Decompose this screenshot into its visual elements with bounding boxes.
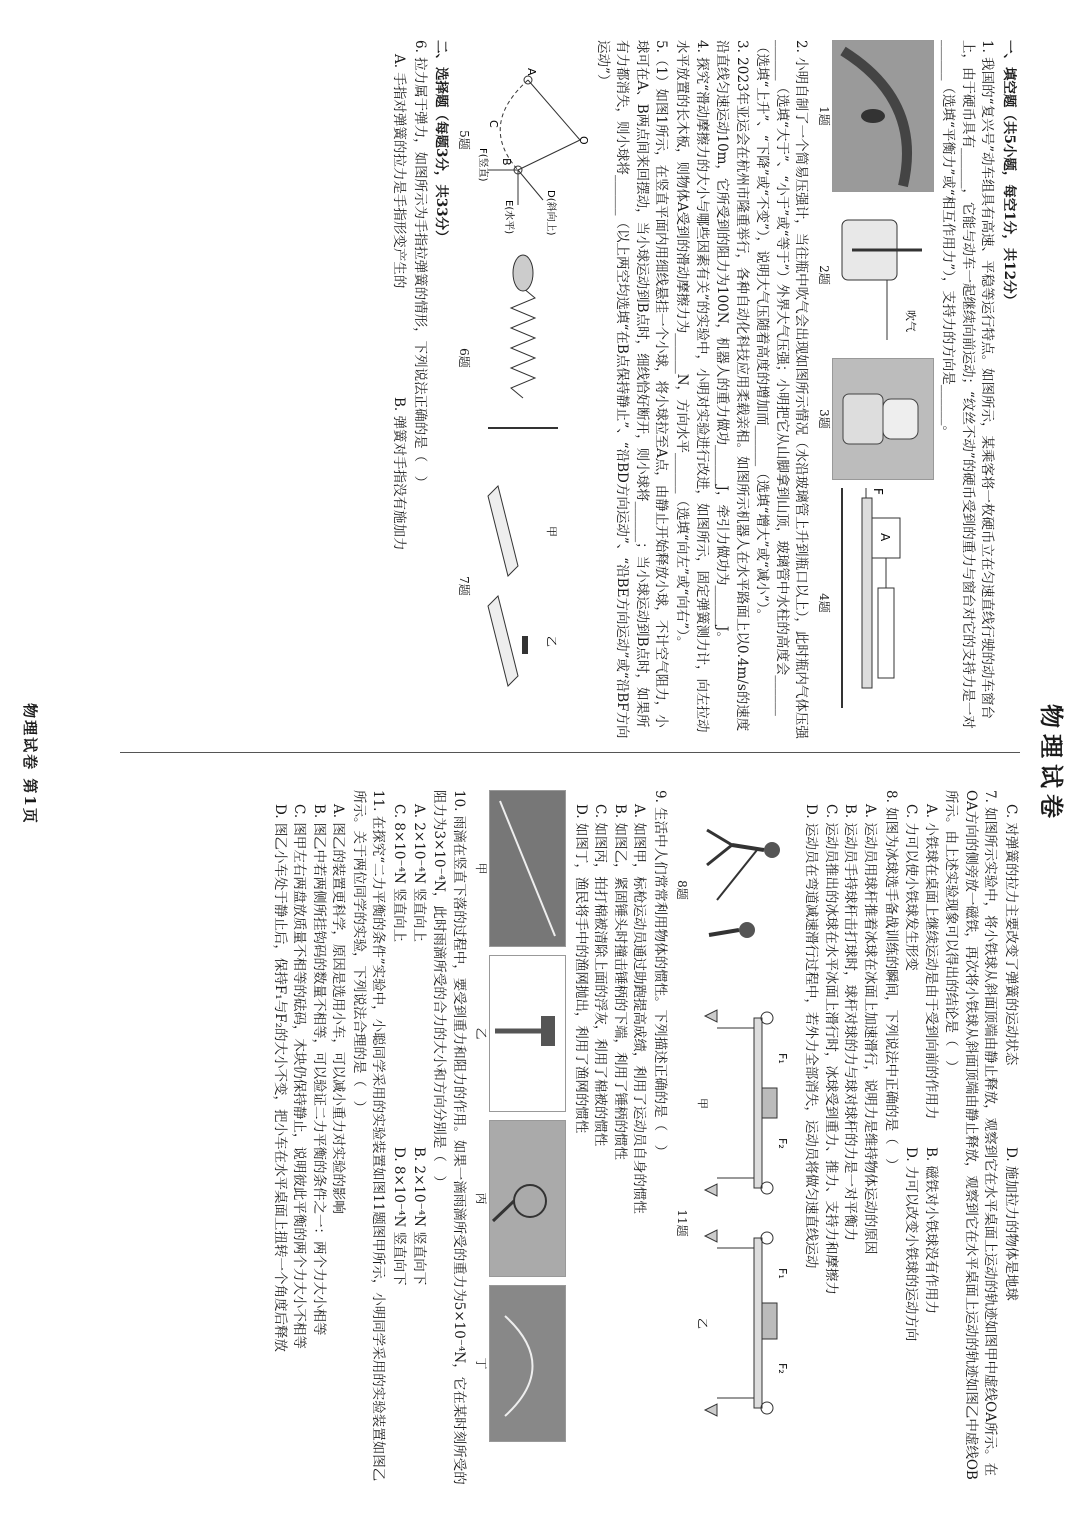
point-e-label: E(水平)	[503, 200, 515, 235]
figure-1	[814, 40, 933, 192]
point-c-label: C	[487, 120, 501, 128]
fishing-net-icon	[490, 1286, 565, 1441]
q10-option-d: D. 8×10⁻⁴N 竖直向下	[390, 1147, 407, 1286]
figure-row-9	[472, 790, 566, 1490]
figure-5	[454, 40, 591, 240]
robot-icon	[833, 359, 933, 479]
force-f-label: F	[870, 488, 885, 495]
question-6-options	[389, 54, 409, 740]
pendulum-icon	[477, 40, 591, 240]
q10-options-row1	[408, 804, 428, 1490]
q6-option-d: D. 施加拉力的物体是地球	[1003, 1147, 1019, 1301]
spring-icon	[478, 248, 568, 468]
q11-option-d: D. 图乙小车处于静止后，保持F₁与F₂的大小不变，把小车在水平桌面上扭转一个角度后释放	[271, 804, 288, 1352]
right-column	[269, 790, 1020, 1490]
fig11-yi-f1: F₁	[775, 1268, 789, 1279]
figure-9-ding	[472, 1285, 566, 1442]
q10-option-a: A. 2×10⁻⁴N 竖直向上	[410, 804, 427, 943]
figure-8	[673, 790, 797, 990]
question-4: 4. 探究“滑动摩擦力的大小与哪些因素有关”的实验中，小明对实验进行改进，如图所示，固定弹簧测力计，向左拉动水平放置的长木板，则物体A受到的滑动摩擦力为______N，方向水平______（选填“向左”或“向右”）。	[673, 40, 710, 733]
q8-option-c: C. 运动员推出的冰球在水平冰面上滑行时，冰球受到重力、推力、支持力和摩擦力	[822, 804, 839, 1295]
question-6-options-cont	[1000, 804, 1020, 1490]
question-10: 10. 雨滴在竖直下落的过程中，要受到重力和阻力的作用。如果一滴雨滴所受的重力为5×10⁻⁴N，它在某时刻所受的阻力为3×10⁻⁴N，此时雨滴所受的合力的大小和方向分别是（ ）	[431, 790, 467, 1485]
fig7-jia-label: 甲	[545, 526, 559, 537]
point-f-label: F(竖直)	[477, 148, 489, 182]
figure-row-right	[673, 790, 797, 1490]
q9-option-c: C. 如图丙，拍打棉被清除上面的浮灰，利用了棉被的惯性	[592, 804, 609, 1147]
figure-1-caption: 1题	[816, 106, 831, 126]
figure-8-caption: 8题	[675, 880, 690, 900]
q7-option-d: D. 力可以改变小铁球的运动方向	[903, 1147, 920, 1342]
section2-heading: 二、选择题（每题3分，共33分）	[433, 40, 450, 244]
q6-option-a: A. 手指对弹簧的拉力是手指形变产生的	[391, 54, 408, 289]
balance-apparatus-icon	[697, 998, 797, 1448]
figure-11-caption: 11题	[675, 1209, 690, 1237]
friction-setup-icon	[832, 488, 932, 718]
figure-2	[814, 200, 931, 350]
fig9-jia-label: 甲	[474, 862, 489, 875]
figure-11	[673, 998, 797, 1448]
fig9-yi-label: 乙	[474, 1027, 489, 1040]
point-d-label: D(斜向上)	[545, 190, 557, 236]
q10-option-c: C. 8×10⁻⁴N 竖直向上	[390, 804, 407, 943]
q11-option-a: A. 图乙的装置更科学，原因是选用小车，可以减小重力对实验的影响	[330, 804, 347, 1214]
q7-option-c: C. 力可以使小铁球发生形变	[903, 804, 920, 971]
ramp-magnet-icon	[478, 476, 568, 696]
figure-3	[814, 358, 933, 480]
figure-9-jia	[472, 790, 566, 947]
question-2: 2. 小明自制了一个简易压强计，当往瓶中吹气会出现如图所示情况（水沿玻璃管上升到瓶口以上），此时瓶内气体压强______（选填“大于”、“小于”或“等于”）外界大气压强；小明把它从山脚拿到山顶，玻璃管中水柱的高度会______（选填“上升”、“下降”或“不变”），说明大气压随着高度的增加而______（选填“增大”或“减小”）。	[754, 40, 810, 739]
figure-2-caption: 2题	[816, 265, 831, 285]
q10-options-row2	[388, 804, 408, 1490]
q6-option-c: C. 对弹簧的拉力主要改变了弹簧的运动状态	[1003, 804, 1019, 1066]
q7-options-row1	[920, 804, 940, 1490]
question-8: 8. 如图为冰球选手备战训练的瞬间，下列说法中正确的是（ ）	[882, 790, 899, 1172]
fig11-jia-label: 甲	[695, 1098, 709, 1109]
q9-option-d: D. 如图丁，渔民将手中的渔网抛出，利用了渔网的惯性	[572, 804, 589, 1134]
point-a-label: A	[525, 68, 539, 76]
quilt-beating-icon	[490, 1121, 565, 1276]
question-7: 7. 如图所示实验中，将小铁球从斜面顶端由静止释放，观察到它在水平桌面上运动的轨迹如图甲中虚线OA所示。在OA方向的侧旁放一磁铁，再次将小铁球从斜面顶端由静止释放，观察到它在水平桌面上运动的轨迹如图乙中虚线OB所示。由上述实验现象可以得出的结论是（ ）	[943, 790, 999, 1480]
page-footer: 物理试卷 第1页	[21, 703, 39, 825]
q8-option-a: A. 运动员用球杆推着冰球在冰面上加速滑行，说明力是维持物体运动的原因	[862, 804, 879, 1255]
coin-photo	[832, 40, 934, 192]
q9-option-a: A. 如图甲，标枪运动员通过助跑提高成绩，利用了运动员自身的惯性	[631, 804, 648, 1214]
blow-label: 吹气	[903, 310, 917, 332]
q11-option-b: B. 图乙中若两侧所挂钩码的数量不相等，可以验证二力平衡的条件之一：两个力大小相等	[310, 804, 327, 1336]
q10-option-b: B. 2×10⁻⁴N 竖直向下	[410, 1147, 427, 1286]
figure-6-caption: 6题	[456, 348, 471, 368]
fig11-jia-f2: F₂	[775, 1138, 789, 1149]
figure-7	[454, 476, 568, 696]
fig9-ding-label: 丁	[474, 1357, 489, 1370]
block-a-label: A	[877, 533, 892, 542]
fig11-yi-f2: F₂	[775, 1363, 789, 1374]
q7-option-a: A. 小铁球在桌面上继续运动是由于受到向前的作用力	[922, 804, 939, 1120]
figure-3-caption: 3题	[816, 409, 831, 429]
fig11-yi-label: 乙	[695, 1318, 709, 1329]
fig7-yi-label: 乙	[545, 636, 559, 647]
javelin-photo-icon	[490, 791, 565, 946]
hammer-icon	[490, 956, 565, 1111]
figure-row-mid	[454, 40, 591, 740]
figure-9-yi	[472, 955, 566, 1112]
page-title: 物理试卷	[1037, 704, 1066, 824]
point-o-label: O	[577, 136, 591, 145]
question-6: 6. 拉力属于弹力，如图所示为手指拉弹簧的情形，下列说法正确的是（ ）	[411, 40, 428, 490]
question-11: 11. 在探究“二力平衡的条件”实验中，小聪同学采用的实验装置如图11题图甲所示，小明同学采用的实验装置如图乙所示。关于两位同学的实验，下列说法合理的是（ ）	[350, 790, 387, 1482]
left-column	[389, 40, 1020, 740]
fig9-bing-label: 丙	[474, 1192, 489, 1205]
point-b-label: B	[500, 158, 514, 166]
figure-6	[454, 248, 568, 468]
question-1: 1. 我国的“复兴号”动车组具有高速、平稳等运行特点。如图所示，某乘客将一枚硬币立在匀速直线行驶的动车窗台上，由于硬币具有______，它能与动车一起继续向前运动；“纹丝不动”的硬币受到的重力与窗台对它的支持力是一对______（选填“平衡力”或“相互作用力”），支持力的方向是______。	[940, 40, 996, 729]
fig11-jia-f1: F₁	[775, 1053, 789, 1064]
question-9: 9. 生活中人们常常利用物体的惯性。下列描述正确的是（ ）	[651, 790, 668, 1159]
q6-option-b: B. 弹簧对手指没有施加力	[391, 397, 408, 551]
q11-option-c: C. 图甲左右两盘放质量不相等的砝码，木块仍保持静止，说明彼此平衡的两个力大小不相等	[291, 804, 308, 1349]
figure-5-caption: 5题	[456, 130, 471, 150]
figure-9-bing	[472, 1120, 566, 1277]
column-divider	[120, 752, 1020, 753]
q8-option-d: D. 运动员在弯道减速滑行过程中，若外力全部消失，运动员将做匀速直线运动	[803, 804, 820, 1269]
coin-icon	[833, 41, 933, 191]
section1-heading: 一、填空题（共5小题，每空1分，共12分）	[1001, 40, 1017, 308]
figure-4	[814, 488, 931, 718]
hockey-player-icon	[697, 790, 797, 990]
q7-option-b: B. 磁铁对小铁球没有作用力	[922, 1147, 939, 1315]
figure-row-top	[814, 40, 933, 740]
figure-4-caption: 4题	[816, 593, 831, 613]
q8-option-b: B. 运动员手持球杆击打球时，球杆对球的力与球对球杆的力是一对平衡力	[842, 804, 859, 1242]
figure-7-caption: 7题	[456, 576, 471, 596]
pressure-gauge-icon	[832, 200, 932, 350]
question-3: 3. 2023年亚运会在杭州市隆重举行，各种自动化科技应用柔载亲相。如图所示机器人在水平路面上以0.4m/s的速度沿直线匀速运动10m，它所受到的阻力为100N，机器人的重力做功______J，牵引力做功为______J。	[714, 40, 750, 732]
q9-option-b: B. 如图乙，紧固锤头时撞击锤柄的下端，利用了锤柄的惯性	[611, 804, 628, 1161]
q7-options-row2	[901, 804, 921, 1490]
question-5: 5.（1）如图1所示，在竖直平面内用细线悬挂一个小球，将小球拉至A点，由静止开始释放小球，不计空气阻力，小球可在A、B两点间来回摆动，当小球运动到B点时，细线恰好断开，则小球将______；当小球运动到B点时，如果所有力都消失，则小球将______（以上两空均选填“在B点保持静止”、“沿BD方向运动”、“沿BE方向运动”或“沿BF方向运动”）	[594, 40, 670, 739]
